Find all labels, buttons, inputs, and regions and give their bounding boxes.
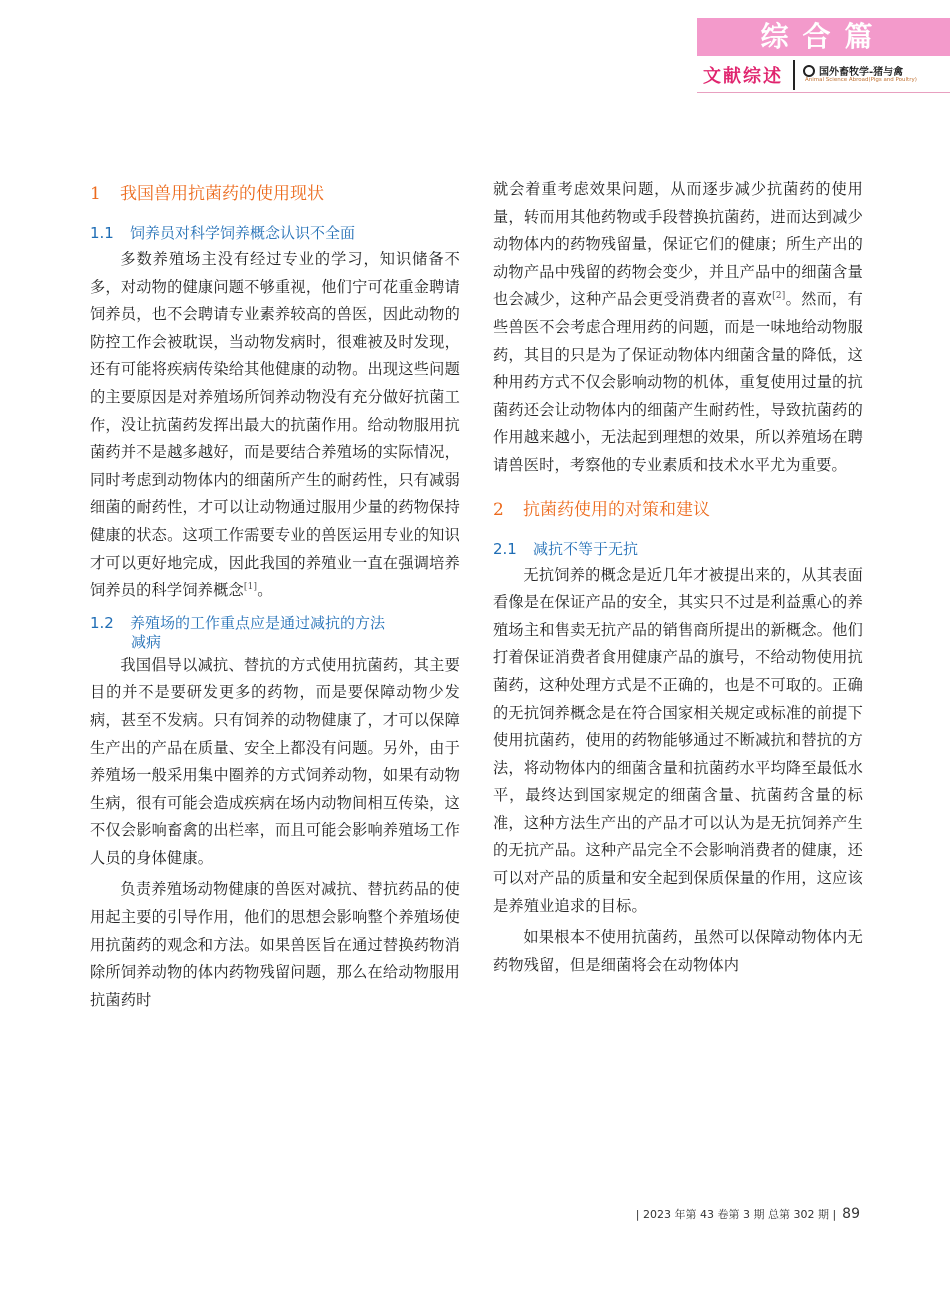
subsection-heading-1-2 bbox=[90, 614, 460, 652]
section-banner: 综合篇 bbox=[697, 18, 950, 56]
subsection-heading-1-1 bbox=[90, 224, 460, 243]
subsection-title-cont: 减病 bbox=[131, 632, 162, 651]
subsection-title: 养殖场的工作重点应是通过减抗的方法 bbox=[130, 613, 386, 632]
page-footer bbox=[636, 1206, 860, 1222]
left-column bbox=[90, 180, 460, 1014]
section-number: 2 bbox=[493, 499, 504, 520]
issue-info: | 2023 年第 43 卷第 3 期 总第 302 期 | bbox=[635, 1208, 837, 1221]
paragraph: 多数养殖场主没有经过专业的学习，知识储备不多，对动物的健康问题不够重视，他们宁可花重金聘请饲养员，也不会聘请专业素养较高的兽医，因此动物的防控工作会被耽误，当动物发病时，很难被及时发现，还有可能将疾病传染给其他健康的动物。出现这些问题的主要原因是对养殖场所饲养动物没有充分做好抗菌工作，没让抗菌药发挥出最大的抗菌作用。给动物服用抗菌药并不是越多越好，而是要结合养殖场的实际情况，同时考虑到动物体内的细菌所产生的耐药性，只有减弱细菌的耐药性，才可以让动物通过服用少量的药物保持健康的状态。这项工作需要专业的兽医运用专业的知识才可以更好地完成，因此我国的养殖业一直在强调培养饲养员的科学饲养概念[1]。 bbox=[90, 250, 460, 600]
right-column bbox=[493, 180, 863, 979]
citation: [2] bbox=[772, 291, 786, 302]
paragraph: 负责养殖场动物健康的兽医对减抗、替抗药品的使用起主要的引导作用，他们的思想会影响整个养殖场使用抗菌药的观念和方法。如果兽医旨在通过替换药物消除所饲养动物的体内药物残留问题，那么在给动物服用抗菌药时 bbox=[90, 880, 460, 1009]
paragraph: 如果根本不使用抗菌药，虽然可以保障动物体内无药物残留，但是细菌将会在动物体内 bbox=[493, 928, 863, 974]
journal-header bbox=[697, 58, 950, 93]
subsection-number: 1.1 bbox=[90, 224, 114, 242]
subsection-number: 1.2 bbox=[90, 613, 114, 632]
subsection-title: 减抗不等于无抗 bbox=[533, 539, 639, 558]
paragraph: 我国倡导以减抗、替抗的方式使用抗菌药，其主要目的并不是要研发更多的药物，而是要保障动物少发病，甚至不发病。只有饲养的动物健康了，才可以保障生产出的产品在质量、安全上都没有问题。另外，由于养殖场一般采用集中圈养的方式饲养动物，如果有动物生病，很有可能会造成疾病在场内动物间相互传染，这不仅会影响畜禽的出栏率，而且可能会影响养殖场工作人员的身体健康。 bbox=[90, 655, 460, 867]
page-number: 89 bbox=[842, 1206, 860, 1222]
journal-logo-icon bbox=[803, 65, 815, 77]
section-title: 我国兽用抗菌药的使用现状 bbox=[120, 184, 324, 204]
section-heading-2 bbox=[493, 496, 863, 526]
section-title: 抗菌药使用的对策和建议 bbox=[523, 499, 710, 520]
journal-name: 国外畜牧学-猪与禽 bbox=[819, 67, 904, 78]
category-label: 文献综述 bbox=[703, 66, 783, 87]
section-number: 1 bbox=[90, 184, 101, 204]
paragraph: 就会着重考虑效果问题，从而逐步减少抗菌药的使用量，转而用其他药物或手段替换抗菌药，进而达到减少动物体内的药物残留量，保证它们的健康；所生产出的动物产品中残留的药物会变少，并且产品中的细菌含量也会减少，这种产品会更受消费者的喜欢[2]。然而，有些兽医不会考虑合理用药的问题，而是一味地给动物服药，其目的只是为了保证动物体内细菌含量的降低，这种用药方式不仅会影响动物的机体，重复使用过量的抗菌药还会让动物体内的细菌产生耐药性，导致抗菌药的作用越来越小，无法起到理想的效果，所以养殖场在聘请兽医时，考察他的专业素质和技术水平尤为重要。 bbox=[493, 180, 863, 474]
citation: [1] bbox=[243, 582, 258, 593]
journal-english-name: Animal Science Abroad(Pigs and Poultry) bbox=[805, 77, 917, 83]
paragraph: 无抗饲养的概念是近几年才被提出来的，从其表面看像是在保证产品的安全，其实只不过是利益熏心的养殖场主和售卖无抗产品的销售商所提出的新概念。他们打着保证消费者食用健康产品的旗号，不给动物使用抗菌药，这种处理方式是不正确的，也是不可取的。正确的无抗饲养概念是在符合国家相关规定或标准的前提下使用抗菌药，使用的药物能够通过不断减抗和替抗的方法，将动物体内的细菌含量和抗菌药水平均降至最低水平，最终达到国家规定的细菌含量、抗菌药含量的标准，这种方法生产出的产品才可以认为是无抗饲养产生的无抗产品。这种产品完全不会影响消费者的健康，还可以对产品的质量和安全起到保质保量的作用，这应该是养殖业追求的目标。 bbox=[493, 565, 863, 915]
subsection-number: 2.1 bbox=[493, 539, 517, 558]
header-divider bbox=[793, 60, 795, 90]
subsection-heading-2-1 bbox=[493, 540, 863, 559]
subsection-title: 饲养员对科学饲养概念认识不全面 bbox=[130, 224, 356, 242]
section-heading-1 bbox=[90, 180, 460, 210]
